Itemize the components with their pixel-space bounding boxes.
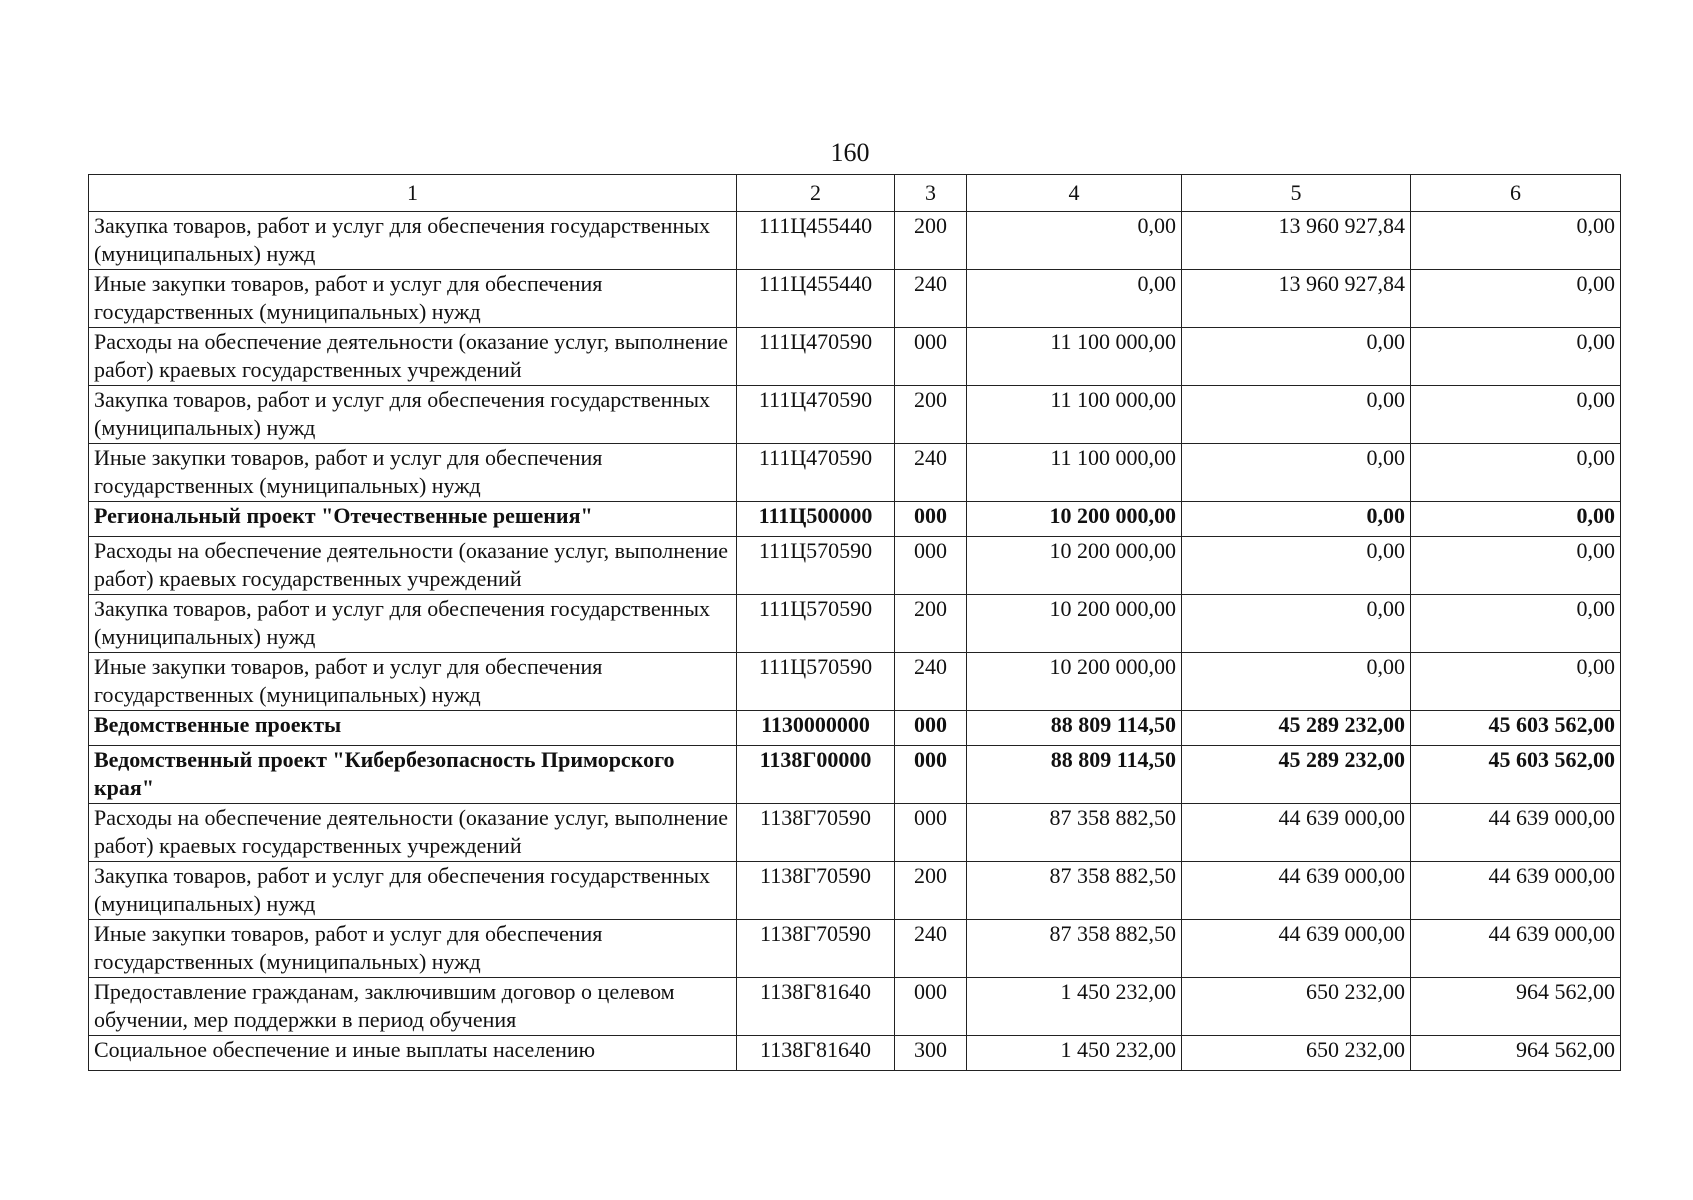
amount-col6: 45 603 562,00 — [1411, 746, 1621, 804]
item-code: 1138Г00000 — [737, 746, 895, 804]
amount-col6: 0,00 — [1411, 386, 1621, 444]
amount-col5: 45 289 232,00 — [1182, 711, 1411, 746]
expense-type: 000 — [895, 328, 967, 386]
amount-col4: 87 358 882,50 — [967, 804, 1182, 862]
header-row — [89, 175, 1621, 212]
expense-type: 240 — [895, 270, 967, 328]
amount-col5: 650 232,00 — [1182, 978, 1411, 1036]
column-header: 3 — [895, 175, 967, 212]
amount-col6: 44 639 000,00 — [1411, 804, 1621, 862]
expense-type: 240 — [895, 653, 967, 711]
amount-col5: 0,00 — [1182, 537, 1411, 595]
item-name: Социальное обеспечение и иные выплаты населению — [89, 1036, 737, 1071]
table-row — [89, 537, 1621, 595]
amount-col6: 0,00 — [1411, 502, 1621, 537]
amount-col4: 10 200 000,00 — [967, 595, 1182, 653]
expense-type: 200 — [895, 862, 967, 920]
item-code: 1138Г81640 — [737, 1036, 895, 1071]
item-code: 1138Г81640 — [737, 978, 895, 1036]
expense-type: 000 — [895, 804, 967, 862]
column-header: 5 — [1182, 175, 1411, 212]
item-code: 111Ц500000 — [737, 502, 895, 537]
item-name: Закупка товаров, работ и услуг для обеспечения государственных (муниципальных) нужд — [89, 212, 737, 270]
amount-col6: 0,00 — [1411, 270, 1621, 328]
amount-col4: 1 450 232,00 — [967, 1036, 1182, 1071]
item-code: 111Ц570590 — [737, 537, 895, 595]
table-row — [89, 920, 1621, 978]
expense-type: 240 — [895, 444, 967, 502]
item-name: Закупка товаров, работ и услуг для обеспечения государственных (муниципальных) нужд — [89, 595, 737, 653]
expense-type: 000 — [895, 537, 967, 595]
column-header: 4 — [967, 175, 1182, 212]
item-code: 1138Г70590 — [737, 862, 895, 920]
table-row — [89, 270, 1621, 328]
item-code: 1138Г70590 — [737, 804, 895, 862]
column-header: 6 — [1411, 175, 1621, 212]
amount-col6: 0,00 — [1411, 537, 1621, 595]
amount-col4: 10 200 000,00 — [967, 537, 1182, 595]
item-code: 1138Г70590 — [737, 920, 895, 978]
amount-col5: 650 232,00 — [1182, 1036, 1411, 1071]
budget-table — [88, 174, 1621, 1071]
expense-type: 240 — [895, 920, 967, 978]
amount-col5: 44 639 000,00 — [1182, 920, 1411, 978]
amount-col5: 13 960 927,84 — [1182, 212, 1411, 270]
amount-col4: 1 450 232,00 — [967, 978, 1182, 1036]
amount-col6: 964 562,00 — [1411, 1036, 1621, 1071]
item-code: 111Ц570590 — [737, 653, 895, 711]
expense-type: 300 — [895, 1036, 967, 1071]
column-header: 1 — [89, 175, 737, 212]
amount-col5: 0,00 — [1182, 328, 1411, 386]
amount-col6: 45 603 562,00 — [1411, 711, 1621, 746]
amount-col4: 88 809 114,50 — [967, 746, 1182, 804]
expense-type: 000 — [895, 746, 967, 804]
item-code: 111Ц470590 — [737, 386, 895, 444]
amount-col6: 0,00 — [1411, 328, 1621, 386]
item-name: Ведомственный проект "Кибербезопасность Приморского края" — [89, 746, 737, 804]
amount-col5: 44 639 000,00 — [1182, 804, 1411, 862]
table-row — [89, 804, 1621, 862]
amount-col5: 0,00 — [1182, 386, 1411, 444]
amount-col6: 44 639 000,00 — [1411, 920, 1621, 978]
amount-col6: 44 639 000,00 — [1411, 862, 1621, 920]
table-row — [89, 212, 1621, 270]
item-name: Ведомственные проекты — [89, 711, 737, 746]
table-row — [89, 595, 1621, 653]
table-row — [89, 328, 1621, 386]
item-code: 111Ц470590 — [737, 444, 895, 502]
amount-col5: 45 289 232,00 — [1182, 746, 1411, 804]
amount-col6: 964 562,00 — [1411, 978, 1621, 1036]
amount-col4: 0,00 — [967, 212, 1182, 270]
amount-col5: 0,00 — [1182, 444, 1411, 502]
amount-col6: 0,00 — [1411, 444, 1621, 502]
table-row — [89, 862, 1621, 920]
amount-col4: 0,00 — [967, 270, 1182, 328]
amount-col5: 13 960 927,84 — [1182, 270, 1411, 328]
table-row — [89, 978, 1621, 1036]
item-name: Иные закупки товаров, работ и услуг для обеспечения государственных (муниципальных) нужд — [89, 444, 737, 502]
item-name: Иные закупки товаров, работ и услуг для обеспечения государственных (муниципальных) нужд — [89, 920, 737, 978]
amount-col5: 0,00 — [1182, 502, 1411, 537]
item-code: 111Ц455440 — [737, 270, 895, 328]
amount-col4: 88 809 114,50 — [967, 711, 1182, 746]
expense-type: 200 — [895, 595, 967, 653]
item-name: Закупка товаров, работ и услуг для обеспечения государственных (муниципальных) нужд — [89, 862, 737, 920]
expense-type: 200 — [895, 386, 967, 444]
amount-col6: 0,00 — [1411, 595, 1621, 653]
item-name: Расходы на обеспечение деятельности (оказание услуг, выполнение работ) краевых государственных учреждений — [89, 804, 737, 862]
item-code: 1130000000 — [737, 711, 895, 746]
amount-col4: 11 100 000,00 — [967, 444, 1182, 502]
expense-type: 200 — [895, 212, 967, 270]
column-header: 2 — [737, 175, 895, 212]
amount-col4: 10 200 000,00 — [967, 653, 1182, 711]
table-row — [89, 653, 1621, 711]
table-row — [89, 386, 1621, 444]
item-name: Иные закупки товаров, работ и услуг для обеспечения государственных (муниципальных) нужд — [89, 653, 737, 711]
expense-type: 000 — [895, 502, 967, 537]
amount-col5: 0,00 — [1182, 595, 1411, 653]
item-code: 111Ц570590 — [737, 595, 895, 653]
item-code: 111Ц455440 — [737, 212, 895, 270]
amount-col4: 10 200 000,00 — [967, 502, 1182, 537]
amount-col6: 0,00 — [1411, 212, 1621, 270]
expense-type: 000 — [895, 711, 967, 746]
item-name: Закупка товаров, работ и услуг для обеспечения государственных (муниципальных) нужд — [89, 386, 737, 444]
amount-col5: 0,00 — [1182, 653, 1411, 711]
item-code: 111Ц470590 — [737, 328, 895, 386]
amount-col4: 11 100 000,00 — [967, 328, 1182, 386]
amount-col4: 87 358 882,50 — [967, 920, 1182, 978]
item-name: Расходы на обеспечение деятельности (оказание услуг, выполнение работ) краевых государственных учреждений — [89, 328, 737, 386]
page-number: 160 — [830, 138, 870, 167]
table-row-total — [89, 711, 1621, 746]
amount-col4: 87 358 882,50 — [967, 862, 1182, 920]
amount-col5: 44 639 000,00 — [1182, 862, 1411, 920]
amount-col6: 0,00 — [1411, 653, 1621, 711]
table-row — [89, 444, 1621, 502]
amount-col4: 11 100 000,00 — [967, 386, 1182, 444]
item-name: Региональный проект "Отечественные решения" — [89, 502, 737, 537]
table-row — [89, 1036, 1621, 1071]
item-name: Предоставление гражданам, заключившим договор о целевом обучении, мер поддержки в период обучения — [89, 978, 737, 1036]
table-row-total — [89, 746, 1621, 804]
item-name: Расходы на обеспечение деятельности (оказание услуг, выполнение работ) краевых государственных учреждений — [89, 537, 737, 595]
expense-type: 000 — [895, 978, 967, 1036]
item-name: Иные закупки товаров, работ и услуг для обеспечения государственных (муниципальных) нужд — [89, 270, 737, 328]
table-row-total — [89, 502, 1621, 537]
